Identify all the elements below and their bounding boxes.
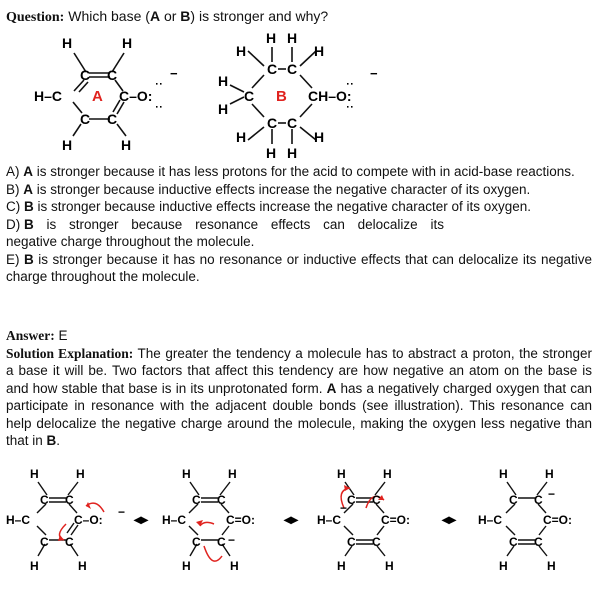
b-h-top-right: H bbox=[314, 43, 325, 59]
r2-c-bl: C bbox=[192, 535, 201, 549]
b-h-top-left: H bbox=[236, 43, 247, 59]
option-d: D) B is stronger because resonance effects can delocalize its negative charge throughout the molecule. bbox=[6, 216, 444, 249]
option-c: C) B is stronger because inductive effects increase the negative character of its oxygen. bbox=[6, 199, 532, 214]
r4-h-br: H bbox=[547, 559, 556, 573]
b-c-bottom-right: C bbox=[287, 115, 298, 131]
b-h-top-2: H bbox=[287, 30, 298, 46]
r4-c-br: C bbox=[534, 535, 543, 549]
answer-line bbox=[6, 327, 592, 345]
b-lone-pair-top: : bbox=[344, 82, 356, 86]
b-h-left-1: H bbox=[218, 73, 229, 89]
b-c-left: C bbox=[244, 88, 255, 104]
a-h-top-left: H bbox=[62, 35, 73, 51]
question-b: B bbox=[180, 8, 191, 24]
r1-c-tr: C bbox=[65, 493, 74, 507]
a-h-top-right: H bbox=[122, 35, 133, 51]
r2-c-tl: C bbox=[192, 493, 201, 507]
a-lone-pair-top: : bbox=[153, 82, 165, 86]
r3-c-eq-o: C=O: bbox=[381, 513, 411, 527]
r2-h-br: H bbox=[230, 559, 239, 573]
options-list bbox=[6, 163, 592, 286]
r3-c-tr: C bbox=[372, 493, 381, 507]
b-ch-oxygen: CH–O: bbox=[308, 88, 352, 104]
r4-c-eq-o: C=O: bbox=[543, 513, 573, 527]
b-h-bottom-1: H bbox=[266, 145, 277, 161]
r1-h-br: H bbox=[78, 559, 87, 573]
b-c-top-left: C bbox=[267, 61, 278, 77]
r3-c-bl: C bbox=[347, 535, 356, 549]
a-h-bottom-left: H bbox=[62, 137, 73, 153]
r2-c-br: C bbox=[217, 535, 226, 549]
a-c-bottom-right: C bbox=[107, 111, 118, 127]
r3-c-tl: C bbox=[347, 493, 356, 507]
question-or: or bbox=[160, 8, 181, 24]
r4-charge: − bbox=[548, 487, 556, 501]
a-ring-label: A bbox=[92, 88, 103, 105]
b-h-left-2: H bbox=[218, 101, 229, 117]
r2-c-tr: C bbox=[217, 493, 226, 507]
r3-hc-left: H–C bbox=[317, 513, 342, 527]
question-line bbox=[6, 8, 328, 26]
r3-h-tr: H bbox=[383, 467, 392, 481]
question-a: A bbox=[149, 8, 161, 24]
r1-h-tl: H bbox=[30, 467, 39, 481]
b-lone-pair-bottom: : bbox=[344, 105, 356, 109]
b-h-bottom-2: H bbox=[287, 145, 298, 161]
a-h-bottom-right: H bbox=[121, 137, 132, 153]
r4-c-bl: C bbox=[509, 535, 518, 549]
r3-c-br: C bbox=[372, 535, 381, 549]
answer-block bbox=[6, 327, 592, 450]
answer-value: E bbox=[58, 328, 68, 343]
question-text-1: Which base ( bbox=[68, 8, 150, 24]
r4-h-tr: H bbox=[545, 467, 554, 481]
answer-label: Answer: bbox=[6, 328, 55, 343]
r3-h-br: H bbox=[385, 559, 394, 573]
r2-h-tl: H bbox=[182, 467, 191, 481]
r4-c-tl: C bbox=[509, 493, 518, 507]
r4-hc-left: H–C bbox=[478, 513, 503, 527]
arrow-1: ◂▸ bbox=[134, 511, 149, 527]
r2-c-eq-o: C=O: bbox=[226, 513, 256, 527]
a-c-top-left: C bbox=[80, 67, 91, 83]
r1-c-bl: C bbox=[40, 535, 49, 549]
r2-h-tr: H bbox=[228, 467, 237, 481]
b-charge: − bbox=[370, 66, 378, 81]
b-ring-label: B bbox=[276, 88, 287, 105]
a-lone-pair-bottom: : bbox=[153, 105, 165, 109]
molecule-b bbox=[210, 28, 400, 163]
solution-explanation: Solution Explanation: The greater the tendency a molecule has to abstract a proton, the stronger a base it will be. Two factors that affect this tendency are how negative an atom on the base is and how stable that base is in its unprotonated form. A has a negatively charged oxygen that can participate in resonance with the adjacent double bonds (see illustration). This resonance can help delocalize the negative charge around the molecule, making the oxygen less negative than that in B. bbox=[6, 345, 592, 448]
r3-charge: − bbox=[340, 501, 348, 515]
question-text-2: ) is stronger and why? bbox=[190, 8, 329, 24]
r1-hc-left: H–C bbox=[6, 513, 31, 527]
r1-c-br: C bbox=[65, 535, 74, 549]
b-c-bottom-left: C bbox=[267, 115, 278, 131]
r1-charge: − bbox=[118, 505, 126, 519]
b-h-bottom-left: H bbox=[236, 129, 247, 145]
r4-h-bl: H bbox=[499, 559, 508, 573]
r3-h-bl: H bbox=[337, 559, 346, 573]
a-c-oxygen: C–O: bbox=[119, 88, 153, 104]
b-c-top-right: C bbox=[287, 61, 298, 77]
arrow-3: ◂▸ bbox=[442, 511, 457, 527]
a-h-left-bond: H–C bbox=[34, 88, 63, 104]
option-e: E) B is stronger because it has no resonance or inductive effects that can delocalize its negative charge throughout the molecule. bbox=[6, 251, 592, 284]
molecule-a bbox=[0, 28, 200, 163]
arrow-2: ◂▸ bbox=[284, 511, 299, 527]
r3-h-tl: H bbox=[337, 467, 346, 481]
option-a: A) A is stronger because it has less protons for the acid to compete with in acid-base reactions. bbox=[6, 164, 575, 179]
r2-h-bl: H bbox=[182, 559, 191, 573]
a-charge: − bbox=[170, 66, 178, 81]
r1-h-tr: H bbox=[76, 467, 85, 481]
r2-charge: − bbox=[228, 533, 236, 547]
r4-c-tr: C bbox=[534, 493, 543, 507]
r1-h-bl: H bbox=[30, 559, 39, 573]
r4-h-tl: H bbox=[499, 467, 508, 481]
a-c-top-right: C bbox=[107, 67, 118, 83]
a-c-bottom-left: C bbox=[80, 111, 91, 127]
r2-hc-left: H–C bbox=[162, 513, 187, 527]
r1-c-tl: C bbox=[40, 493, 49, 507]
b-h-bottom-right: H bbox=[314, 129, 325, 145]
question-label: Question: bbox=[6, 10, 65, 25]
r1-c-o: C–O: bbox=[74, 513, 103, 527]
option-b: B) A is stronger because inductive effects increase the negative character of its oxygen. bbox=[6, 181, 531, 197]
resonance-illustration bbox=[0, 462, 600, 600]
b-h-top-1: H bbox=[266, 30, 277, 46]
explanation-label: Solution Explanation: bbox=[6, 345, 134, 361]
